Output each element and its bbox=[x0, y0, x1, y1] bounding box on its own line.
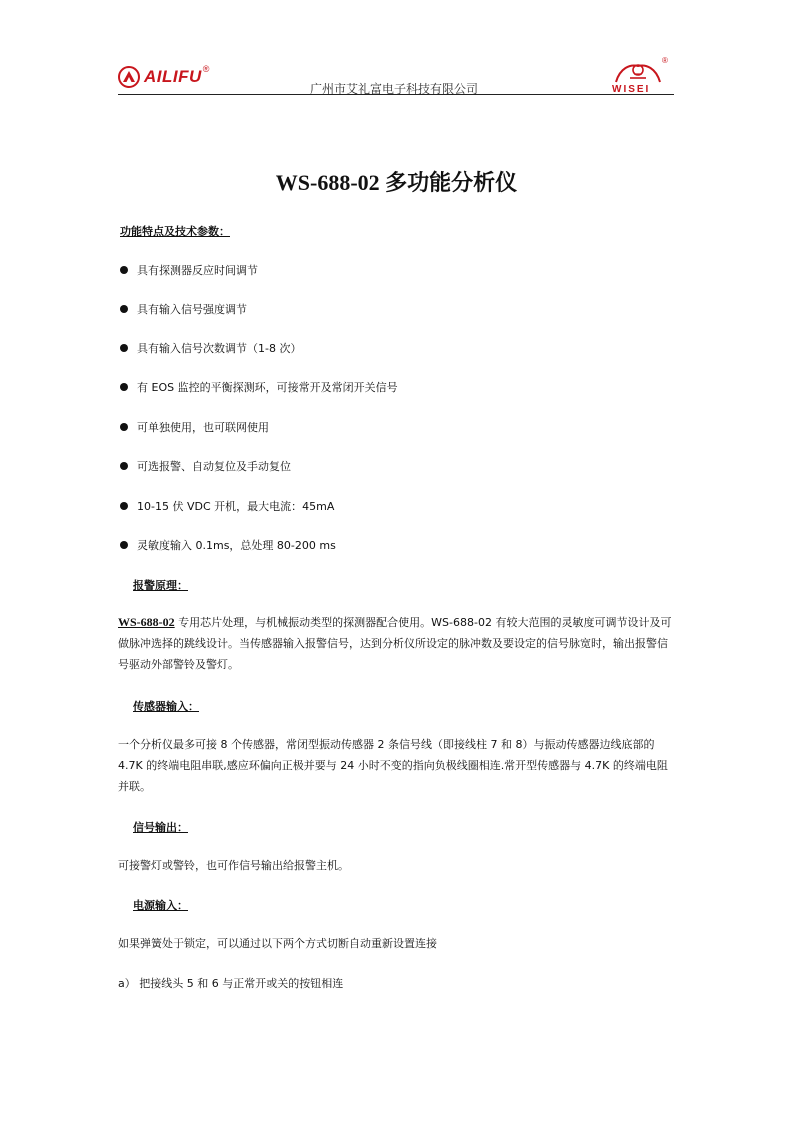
power-heading: 电源输入： bbox=[133, 899, 188, 912]
feature-item: 灵敏度输入 0.1ms，总处理 80-200 ms bbox=[120, 537, 336, 553]
ailifu-logo bbox=[118, 66, 209, 88]
model-name: WS-688-02 bbox=[118, 615, 175, 629]
page-header bbox=[118, 58, 674, 98]
signal-paragraph: 可接警灯或警铃，也可作信号输出给报警主机。 bbox=[118, 859, 349, 872]
wisei-logo bbox=[610, 58, 674, 98]
power-item-a: a） 把接线头 5 和 6 与正常开或关的按钮相连 bbox=[118, 977, 344, 990]
ailifu-logo-icon bbox=[118, 66, 140, 88]
bullet-dot-icon bbox=[120, 383, 128, 391]
bullet-dot-icon bbox=[120, 462, 128, 470]
wisei-emblem-icon bbox=[610, 58, 666, 86]
bullet-dot-icon bbox=[120, 344, 128, 352]
feature-item: 具有输入信号次数调节（1-8 次） bbox=[120, 340, 301, 356]
feature-item: 可单独使用，也可联网使用 bbox=[120, 419, 269, 435]
power-paragraph: 如果弹簧处于锁定，可以通过以下两个方式切断自动重新设置连接 bbox=[118, 937, 437, 950]
brand-left: AILIFU bbox=[144, 67, 202, 86]
alarm-paragraph: WS-688-02 专用芯片处理，与机械振动类型的探测器配合使用。WS-688-02 有较大范围的灵敏度可调节设计及可做脉冲选择的跳线设计。当传感器输入报警信号，达到分析仪所设定的脉冲数及要设定的信号脉宽时，输出报警信号驱动外部警铃及警灯。 bbox=[118, 615, 672, 671]
feature-item: 10-15 伏 VDC 开机，最大电流：45mA bbox=[120, 498, 334, 514]
document-title: WS-688-02 多功能分析仪 bbox=[275, 170, 518, 195]
bullet-dot-icon bbox=[120, 266, 128, 274]
feature-item: 具有探测器反应时间调节 bbox=[120, 262, 258, 278]
feature-item: 有 EOS 监控的平衡探测环，可接常开及常闭开关信号 bbox=[120, 379, 398, 395]
feature-item: 具有输入信号强度调节 bbox=[120, 301, 247, 317]
reg-mark-right: ® bbox=[662, 56, 668, 65]
bullet-dot-icon bbox=[120, 305, 128, 313]
reg-mark: ® bbox=[202, 64, 210, 74]
alarm-heading: 报警原理： bbox=[133, 579, 188, 592]
bullet-dot-icon bbox=[120, 423, 128, 431]
sensor-paragraph: 一个分析仪最多可接 8 个传感器，常闭型振动传感器 2 条信号线（即接线柱 7 和 8）与振动传感器边线底部的 4.7K 的终端电阻串联,感应环偏向正极并要与 24 小时不变的指向负极线圈相连.常开型传感器与 4.7K 的终端电阻并联。 bbox=[118, 738, 668, 793]
brand-right: WISEI bbox=[612, 84, 651, 95]
bullet-dot-icon bbox=[120, 502, 128, 510]
bullet-dot-icon bbox=[120, 541, 128, 549]
feature-item: 可选报警、自动复位及手动复位 bbox=[120, 458, 291, 474]
signal-heading: 信号输出： bbox=[133, 821, 188, 834]
header-divider bbox=[118, 94, 674, 95]
company-name: 广州市艾礼富电子科技有限公司 bbox=[310, 82, 479, 96]
sensor-heading: 传感器输入： bbox=[133, 700, 199, 713]
features-heading: 功能特点及技术参数： bbox=[120, 225, 230, 238]
